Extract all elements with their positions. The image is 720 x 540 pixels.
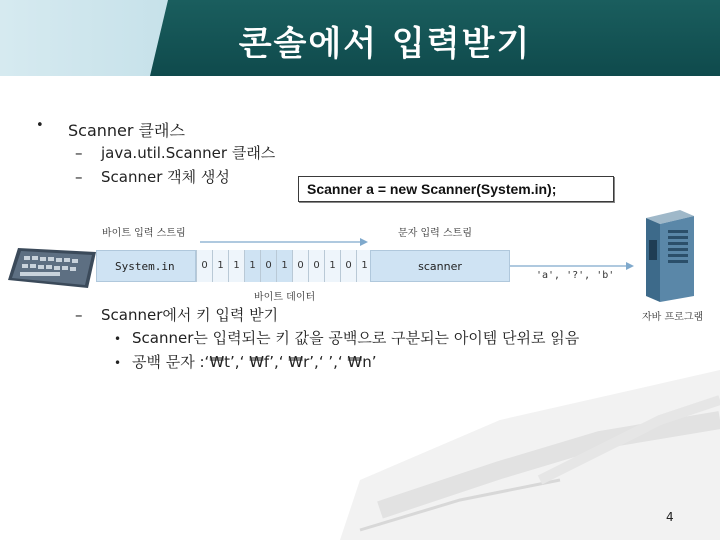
byte-cell: 1 bbox=[228, 250, 244, 282]
byte-data-label: 바이트 데이터 bbox=[254, 292, 316, 303]
pen-background-image bbox=[300, 360, 720, 540]
keyboard-icon bbox=[8, 240, 98, 290]
byte-stream-label: 바이트 입력 스트림 bbox=[102, 228, 186, 239]
slide-title: 콘솔에서 입력받기 bbox=[238, 24, 532, 64]
sub-bullet-java-util: – java.util.Scanner 클래스 bbox=[75, 144, 276, 162]
byte-cell: 1 bbox=[356, 250, 372, 282]
code-snippet-box: Scanner a = new Scanner(System.in); bbox=[298, 176, 614, 202]
stream-arrow-top bbox=[200, 236, 370, 248]
byte-cell: 1 bbox=[244, 250, 260, 282]
sub-sub-bullet-item-unit: • Scanner는 입력되는 키 값을 공백으로 구분되는 아이템 단위로 읽음 bbox=[114, 329, 580, 347]
sub-bullet-create-object: – Scanner 객체 생성 bbox=[75, 168, 230, 186]
byte-cell: 1 bbox=[276, 250, 292, 282]
computer-icon bbox=[640, 210, 696, 302]
byte-cell: 1 bbox=[324, 250, 340, 282]
bullet-dot: • bbox=[36, 118, 44, 133]
char-stream-label: 문자 입력 스트림 bbox=[398, 228, 472, 239]
byte-cell: 0 bbox=[292, 250, 308, 282]
java-program-label: 자바 프로그램 bbox=[642, 312, 704, 323]
byte-cell: 0 bbox=[340, 250, 356, 282]
sub-bullet-scanner-input: – Scanner에서 키 입력 받기 bbox=[75, 306, 279, 324]
sub-sub-bullet-whitespace: • 공백 문자 :‘₩t’,‘ ₩f’,‘ ₩r’,‘ ’,‘ ₩n’ bbox=[114, 353, 377, 371]
byte-cell: 1 bbox=[212, 250, 228, 282]
system-in-box: System.in bbox=[96, 250, 196, 282]
token-output: 'a', '?', 'b' bbox=[536, 270, 615, 281]
byte-cells bbox=[196, 250, 372, 282]
byte-cell: 0 bbox=[260, 250, 276, 282]
byte-cell: 0 bbox=[196, 250, 212, 282]
byte-cell: 0 bbox=[308, 250, 324, 282]
page-number: 4 bbox=[666, 510, 674, 524]
scanner-box: scanner bbox=[370, 250, 510, 282]
